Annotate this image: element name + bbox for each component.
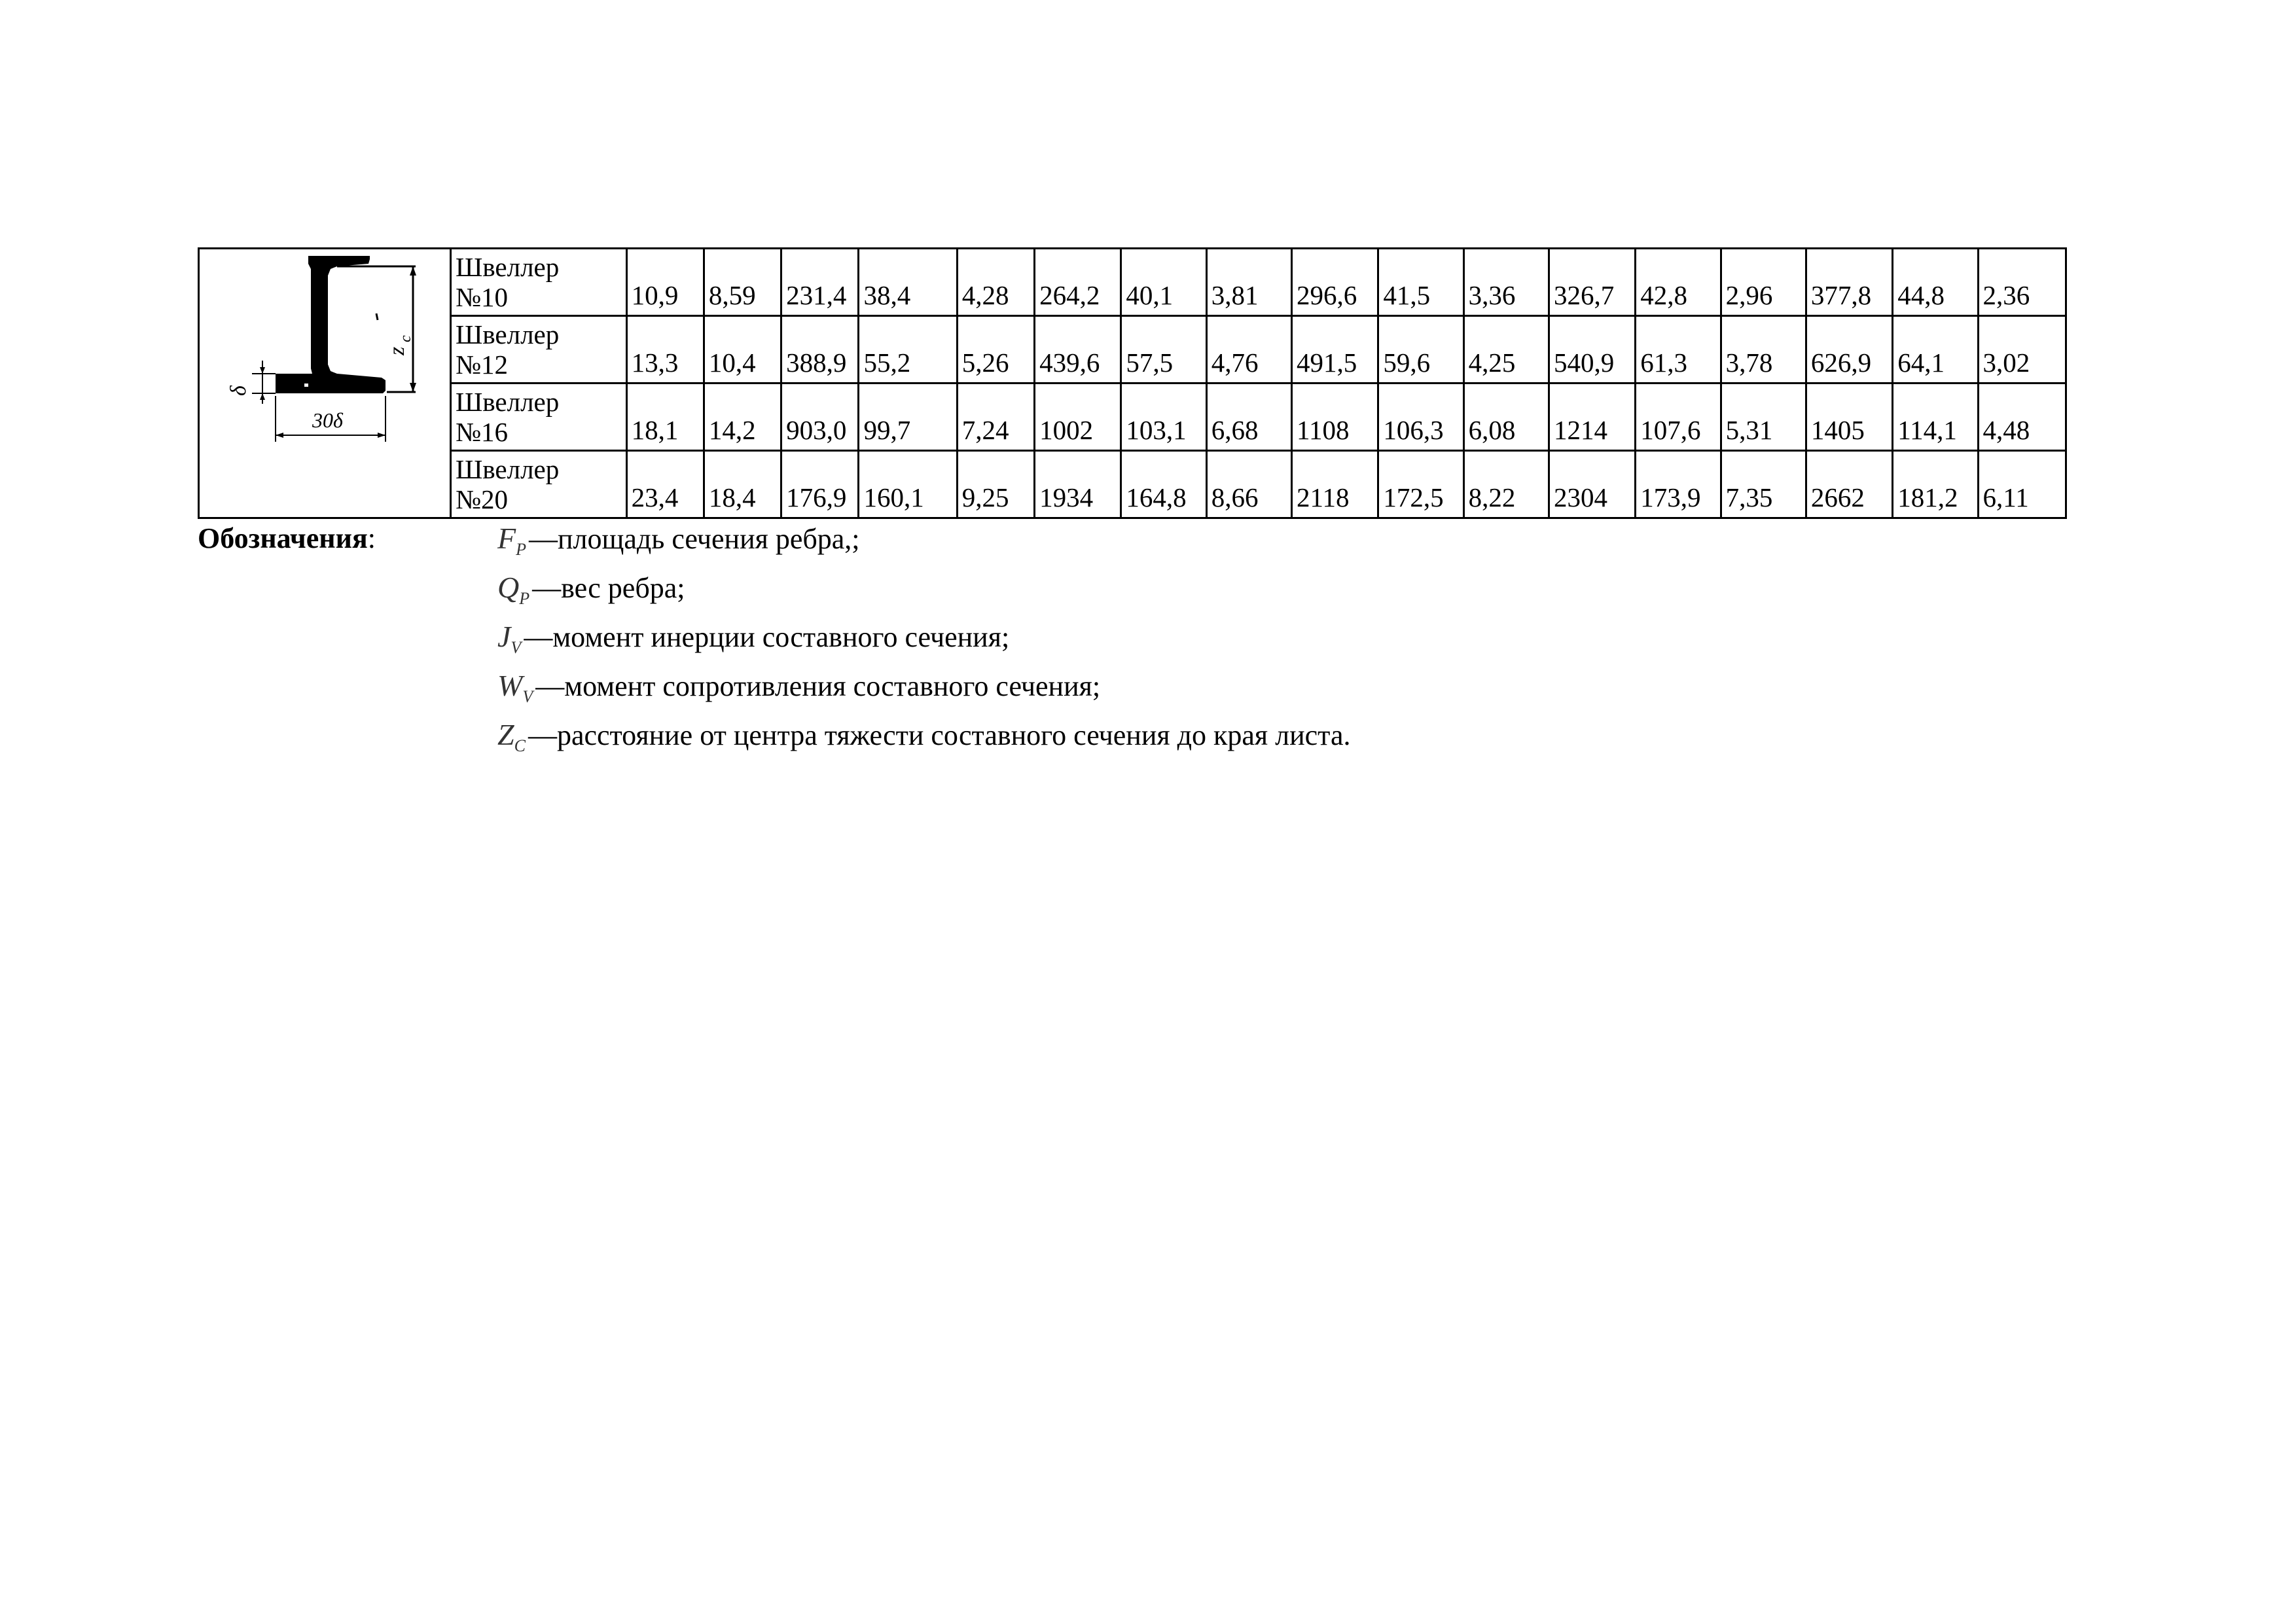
- table-cell: 40,1: [1121, 249, 1206, 316]
- table-cell: 2304: [1549, 451, 1635, 518]
- table-row: [199, 316, 2066, 383]
- table-cell: 41,5: [1378, 249, 1463, 316]
- table-cell: 4,76: [1206, 316, 1291, 383]
- table-cell: 326,7: [1549, 249, 1635, 316]
- table-cell: 4,25: [1463, 316, 1549, 383]
- table-cell: 176,9: [781, 451, 859, 518]
- table-cell: 4,48: [1978, 383, 2066, 451]
- table-cell: 540,9: [1549, 316, 1635, 383]
- profile-name-cell: Швеллер №12: [450, 316, 626, 383]
- table-cell: 8,22: [1463, 451, 1549, 518]
- width-dimension-label: 30δ: [312, 408, 343, 432]
- table-cell: 7,24: [957, 383, 1034, 451]
- profile-diagram-cell: [199, 249, 451, 518]
- legend-text: —площадь сечения ребра,;: [529, 523, 860, 555]
- table-cell: 10,4: [704, 316, 781, 383]
- table-cell: 377,8: [1806, 249, 1892, 316]
- table-cell: 44,8: [1893, 249, 1978, 316]
- table-cell: 439,6: [1035, 316, 1121, 383]
- height-dimension-sub: c: [397, 335, 414, 342]
- table-cell: 13,3: [626, 316, 704, 383]
- table-cell: 5,26: [957, 316, 1034, 383]
- table-cell: 1934: [1035, 451, 1121, 518]
- table-cell: 164,8: [1121, 451, 1206, 518]
- table-cell: 18,1: [626, 383, 704, 451]
- table-cell: 264,2: [1035, 249, 1121, 316]
- table-cell: 2118: [1292, 451, 1378, 518]
- table-cell: 626,9: [1806, 316, 1892, 383]
- table-cell: 8,66: [1206, 451, 1291, 518]
- legend-subscript: P: [516, 540, 526, 559]
- legend-symbol: F: [497, 522, 516, 555]
- profile-name-cell: Швеллер №20: [450, 451, 626, 518]
- table-cell: 296,6: [1292, 249, 1378, 316]
- table-cell: 107,6: [1636, 383, 1721, 451]
- table-cell: 3,02: [1978, 316, 2066, 383]
- profile-name-cell: Швеллер №10: [450, 249, 626, 316]
- profile-name-cell: Швеллер №16: [450, 383, 626, 451]
- table-cell: 6,11: [1978, 451, 2066, 518]
- table-cell: 114,1: [1893, 383, 1978, 451]
- legend-symbol: J: [497, 620, 511, 653]
- table-row: [199, 249, 2066, 316]
- thickness-dimension-label: δ: [226, 385, 251, 396]
- table-cell: 3,36: [1463, 249, 1549, 316]
- table-cell: 1214: [1549, 383, 1635, 451]
- legend-subscript: C: [514, 736, 526, 755]
- table-cell: 2,96: [1721, 249, 1806, 316]
- legend-item: [497, 618, 1009, 666]
- table-cell: 4,28: [957, 249, 1034, 316]
- table-cell: 231,4: [781, 249, 859, 316]
- legend-title: Обозначения:: [198, 522, 376, 554]
- table-cell: 8,59: [704, 249, 781, 316]
- legend-text: —момент сопротивления составного сечения;: [535, 670, 1101, 702]
- legend-text: —расстояние от центра тяжести составного сечения до края листа.: [528, 719, 1351, 751]
- table-cell: 6,68: [1206, 383, 1291, 451]
- legend-symbol: Z: [497, 718, 514, 751]
- table-cell: 14,2: [704, 383, 781, 451]
- table-cell: 2662: [1806, 451, 1892, 518]
- table-cell: 38,4: [859, 249, 957, 316]
- channel-section-shape: [276, 256, 386, 393]
- legend-subscript: V: [511, 638, 522, 657]
- table-cell: 57,5: [1121, 316, 1206, 383]
- table-cell: 7,35: [1721, 451, 1806, 518]
- table-cell: 10,9: [626, 249, 704, 316]
- legend-item: [497, 520, 860, 568]
- table-cell: 64,1: [1893, 316, 1978, 383]
- table-cell: 173,9: [1636, 451, 1721, 518]
- table-cell: 5,31: [1721, 383, 1806, 451]
- table-cell: 99,7: [859, 383, 957, 451]
- channel-profile-diagram: [200, 249, 450, 518]
- table-cell: 42,8: [1636, 249, 1721, 316]
- legend-subscript: P: [519, 589, 530, 608]
- table-cell: 9,25: [957, 451, 1034, 518]
- table-cell: 103,1: [1121, 383, 1206, 451]
- height-dimension-label: z: [385, 346, 409, 355]
- legend-symbol: W: [497, 669, 523, 702]
- table-row: [199, 383, 2066, 451]
- table-cell: 59,6: [1378, 316, 1463, 383]
- table-cell: 3,81: [1206, 249, 1291, 316]
- table-cell: 23,4: [626, 451, 704, 518]
- legend-symbol: Q: [497, 571, 520, 604]
- table-cell: 181,2: [1893, 451, 1978, 518]
- table-cell: 106,3: [1378, 383, 1463, 451]
- legend-item: [497, 668, 1100, 715]
- legend-item: [497, 717, 1350, 764]
- table-cell: 2,36: [1978, 249, 2066, 316]
- table-cell: 1002: [1035, 383, 1121, 451]
- table-cell: 1108: [1292, 383, 1378, 451]
- section-properties-table: [198, 247, 2067, 519]
- table-cell: 61,3: [1636, 316, 1721, 383]
- table-cell: 55,2: [859, 316, 957, 383]
- legend-text: —вес ребра;: [532, 572, 685, 604]
- table-row: [199, 451, 2066, 518]
- table-cell: 491,5: [1292, 316, 1378, 383]
- table-cell: 1405: [1806, 383, 1892, 451]
- table-cell: 160,1: [859, 451, 957, 518]
- table-cell: 388,9: [781, 316, 859, 383]
- table-cell: 3,78: [1721, 316, 1806, 383]
- table-cell: 18,4: [704, 451, 781, 518]
- table-cell: 903,0: [781, 383, 859, 451]
- legend-text: —момент инерции составного сечения;: [524, 621, 1010, 653]
- legend-item: [497, 569, 685, 617]
- table-cell: 172,5: [1378, 451, 1463, 518]
- legend-subscript: V: [522, 687, 533, 706]
- table-cell: 6,08: [1463, 383, 1549, 451]
